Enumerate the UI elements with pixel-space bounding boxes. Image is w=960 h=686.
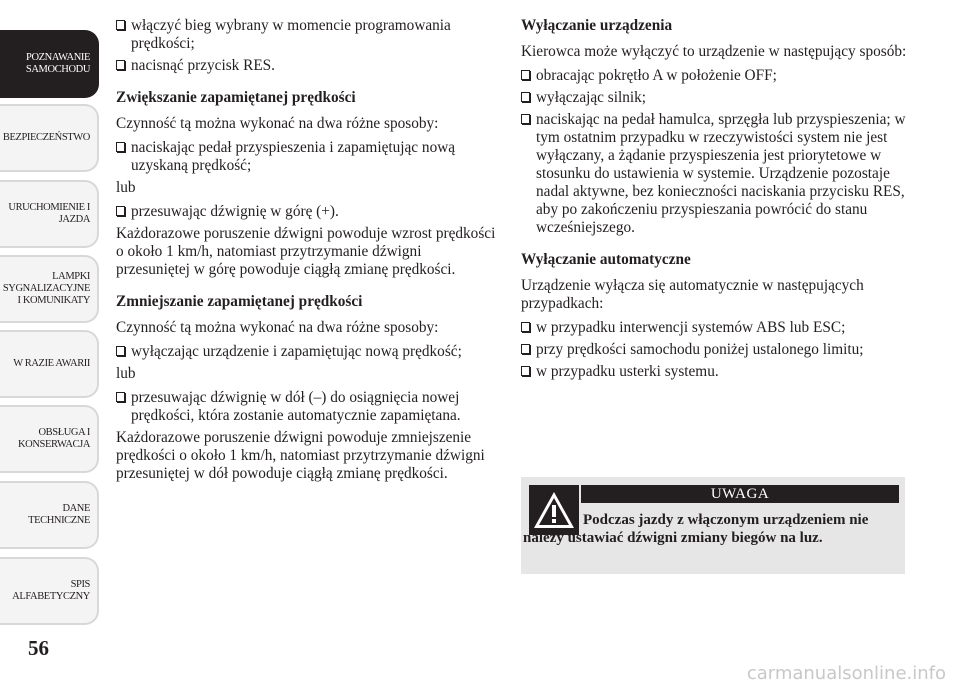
list-item: włączyć bieg wybrany w momencie programowania prędkości; — [116, 17, 496, 53]
paragraph: Czynność tą można wykonać na dwa różne sposoby: — [116, 319, 439, 336]
warning-text: Podczas jazdy z włączonym urządzeniem nie należy ustawiać dźwigni zmiany biegów na luz. — [523, 512, 869, 546]
tab-uruchomienie-jazda[interactable]: URUCHOMIENIE I JAZDA — [0, 180, 99, 248]
list-item: obracając pokrętło A w położenie OFF; — [521, 67, 911, 85]
paragraph: Każdorazowe poruszenie dźwigni powoduje zmniejszenie prędkości o około 1 km/h, natomiast przytrzymanie dźwigni przesuniętej w dół powoduje ciągłą zmianę prędkości. — [116, 429, 485, 482]
list-item: w przypadku usterki systemu. — [521, 363, 911, 381]
list-item: nacisnąć przycisk RES. — [116, 57, 496, 75]
page-number: 56 — [28, 636, 49, 660]
tab-bezpieczenstwo[interactable]: BEZPIECZEŃSTWO — [0, 104, 99, 172]
paragraph: Każdorazowe poruszenie dźwigni powoduje wzrost prędkości o około 1 km/h, natomiast przytrzymanie dźwigni przesuniętej w górę powoduje ciągłą zmianę prędkości. — [116, 225, 496, 278]
checkbox-bullet-icon — [521, 366, 530, 376]
watermark: carmanualsonline.info — [746, 663, 946, 684]
chapter-tab-rail — [0, 0, 102, 640]
list-item: przy prędkości samochodu poniżej ustalonego limitu; — [521, 341, 911, 359]
checkbox-bullet-icon — [521, 322, 530, 332]
tab-poznawanie-samochodu[interactable]: POZNAWANIE SAMOCHODU — [0, 30, 99, 98]
checkbox-bullet-icon — [116, 346, 125, 356]
checkbox-bullet-icon — [116, 60, 125, 70]
checkbox-bullet-icon — [116, 392, 125, 402]
tab-lampki-sygnalizacyjne[interactable]: LAMPKI SYGNALIZACYJNE I KOMUNIKATY — [0, 255, 99, 323]
list-item: w przypadku interwencji systemów ABS lub ESC; — [521, 319, 911, 337]
right-column — [521, 17, 911, 385]
section-heading-decrease: Zmniejszanie zapamiętanej prędkości — [116, 293, 363, 310]
tab-dane-techniczne[interactable]: DANE TECHNICZNE — [0, 481, 99, 549]
tab-spis-alfabetyczny[interactable]: SPIS ALFABETYCZNY — [0, 557, 99, 625]
checkbox-bullet-icon — [521, 344, 530, 354]
checkbox-bullet-icon — [116, 142, 125, 152]
paragraph-or: lub — [116, 179, 136, 196]
warning-box — [521, 477, 905, 574]
paragraph: Kierowca może wyłączyć to urządzenie w następujący sposób: — [521, 43, 907, 60]
paragraph-or: lub — [116, 365, 136, 382]
section-heading-increase: Zwiększanie zapamiętanej prędkości — [116, 89, 356, 106]
list-item: wyłączając silnik; — [521, 89, 911, 107]
warning-title: UWAGA — [581, 485, 899, 503]
tab-w-razie-awarii[interactable]: W RAZIE AWARII — [0, 330, 99, 398]
list-item: naciskając pedał przyspieszenia i zapamiętując nową uzyskaną prędkość; — [116, 139, 496, 175]
paragraph: Urządzenie wyłącza się automatycznie w następujących przypadkach: — [521, 277, 864, 312]
section-heading-auto-off: Wyłączanie automatyczne — [521, 251, 691, 268]
checkbox-bullet-icon — [521, 114, 530, 124]
checkbox-bullet-icon — [521, 92, 530, 102]
checkbox-bullet-icon — [116, 20, 125, 30]
list-item: przesuwając dźwignię w górę (+). — [116, 203, 496, 221]
list-item: przesuwając dźwignię w dół (–) do osiągnięcia nowej prędkości, która zostanie automatycznie zapamiętana. — [116, 389, 496, 425]
checkbox-bullet-icon — [116, 206, 125, 216]
list-item: wyłączając urządzenie i zapamiętując nową prędkość; — [116, 343, 496, 361]
list-item: naciskając na pedał hamulca, sprzęgła lub przyspieszenia; w tym ostatnim przypadku w rzeczywistości system nie jest wyłączany, a żądanie przyspieszenia jest priorytetowe w stosunku do ustawienia w systemie. Urządzenie pozostaje nadal aktywne, bez konieczności naciskania przycisku RES, aby po zakończeniu przyspieszania powrócić do stanu wcześniejszego. — [521, 111, 911, 237]
checkbox-bullet-icon — [521, 70, 530, 80]
paragraph: Czynność tą można wykonać na dwa różne sposoby: — [116, 115, 439, 132]
section-heading-switch-off: Wyłączanie urządzenia — [521, 17, 673, 34]
left-column — [116, 17, 496, 489]
tab-obsluga-konserwacja[interactable]: OBSŁUGA I KONSERWACJA — [0, 405, 99, 473]
